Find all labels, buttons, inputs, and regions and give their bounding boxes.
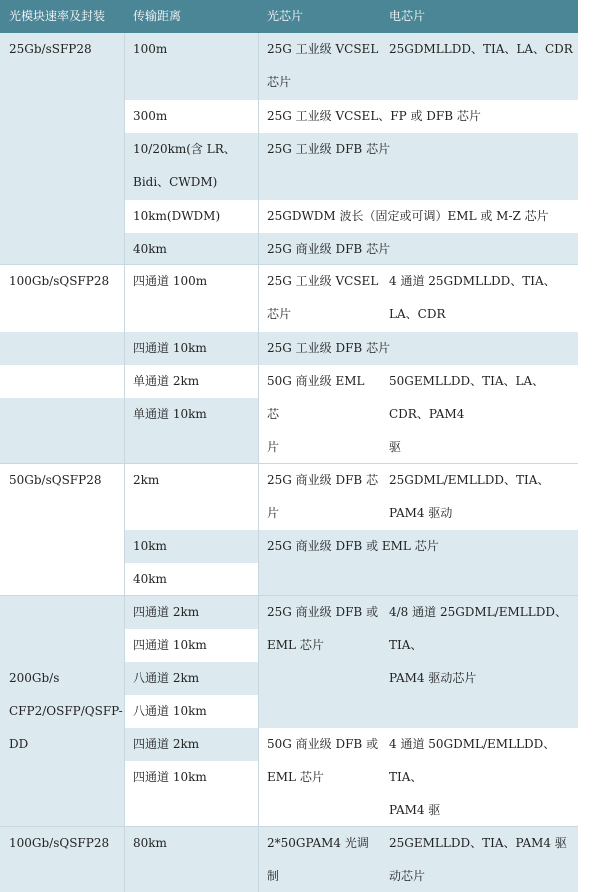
distance-cell: 四通道 2km xyxy=(124,728,258,761)
optical-chip-cell: 25G 工业级 VCSEL、FP 或 DFB 芯片 xyxy=(258,100,578,133)
row-divider xyxy=(0,264,578,265)
distance-cell: 四通道 2km xyxy=(124,596,258,629)
header-electrical: 电芯片 xyxy=(380,0,578,33)
distance-cell: 四通道 10km xyxy=(124,761,258,827)
electrical-chip-cell: 25GEMLLDD、TIA、PAM4 驱动芯片 xyxy=(380,827,578,892)
optical-chip-cell: 25GDWDM 波长（固定或可调）EML 或 M-Z 芯片 xyxy=(258,200,578,233)
distance-cell: 40km xyxy=(124,563,258,596)
rate-200g-label: 200Gb/s CFP2/OSFP/QSFP-DD xyxy=(9,671,123,751)
distance-cell: 10km xyxy=(124,530,258,563)
row-divider xyxy=(0,463,578,464)
distance-cell: 四通道 100m xyxy=(124,265,258,332)
header-optical: 光芯片 xyxy=(258,0,380,33)
optical-chip-cell: 25G 工业级 DFB 芯片 xyxy=(258,332,578,365)
rate-cell-empty xyxy=(0,365,124,398)
rate-cell-empty xyxy=(0,332,124,365)
distance-cell: 八通道 10km xyxy=(124,695,258,728)
distance-cell: 10km(DWDM) xyxy=(124,200,258,233)
header-rate: 光模块速率及封装 xyxy=(0,0,124,33)
column-divider xyxy=(258,33,259,892)
distance-cell: 四通道 10km xyxy=(124,629,258,662)
optical-chip-cell: 25G 工业级 VCSEL 芯片 xyxy=(258,265,380,332)
distance-cell: 单通道 2km xyxy=(124,365,258,398)
optical-chip-cell: 25G 工业级 DFB 芯片 xyxy=(258,133,578,200)
optical-chip-cell: 25G 商业级 DFB 或 EML 芯片 xyxy=(258,530,578,596)
optical-chip-cell: 25G 工业级 VCSEL 芯片 xyxy=(258,33,380,100)
rate-cell: 100Gb/sQSFP28 xyxy=(0,265,124,332)
optical-chip-cell: 25G 商业级 DFB 芯片 xyxy=(258,233,578,265)
distance-cell: 2km xyxy=(124,464,258,530)
electrical-chip-cell: 4 通道 50GDML/EMLLDD、TIA、 PAM4 驱 xyxy=(380,728,578,827)
electrical-chip-cell: 4/8 通道 25GDML/EMLLDD、TIA、 PAM4 驱动芯片 xyxy=(380,596,578,728)
distance-cell: 10/20km(含 LR、 Bidi、CWDM) xyxy=(124,133,258,200)
distance-cell: 300m xyxy=(124,100,258,133)
column-divider xyxy=(124,33,125,892)
distance-cell: 40km xyxy=(124,233,258,265)
row-divider xyxy=(0,595,578,596)
rate-cell: 25Gb/sSFP28 xyxy=(0,33,124,265)
rate-cell: 100Gb/sQSFP28 xyxy=(0,827,124,892)
electrical-chip-cell: 25GDMLLDD、TIA、LA、CDR xyxy=(380,33,578,100)
electrical-chip-cell: 4 通道 25GDMLLDD、TIA、LA、CDR xyxy=(380,265,578,332)
row-divider xyxy=(0,826,578,827)
optical-chip-cell: 25G 商业级 DFB 芯 片 xyxy=(258,464,380,530)
electrical-chip-cell: 25GDML/EMLLDD、TIA、PAM4 驱动 xyxy=(380,464,578,530)
rate-cell-empty xyxy=(0,398,124,464)
distance-cell: 八通道 2km xyxy=(124,662,258,695)
optical-chip-cell: 25G 商业级 DFB 或 EML 芯片 xyxy=(258,596,380,728)
optical-chip-cell: 2*50GPAM4 光调制 xyxy=(258,827,380,892)
distance-cell: 100m xyxy=(124,33,258,100)
distance-cell: 单通道 10km xyxy=(124,398,258,464)
optical-chip-cell: 50G 商业级 EML 芯 片 xyxy=(258,365,380,464)
rate-cell: 50Gb/sQSFP28 xyxy=(0,464,124,596)
optical-chip-cell: 50G 商业级 DFB 或 EML 芯片 xyxy=(258,728,380,827)
rate-cell xyxy=(0,596,124,827)
distance-cell: 80km xyxy=(124,827,258,892)
distance-cell: 四通道 10km xyxy=(124,332,258,365)
electrical-chip-cell: 50GEMLLDD、TIA、LA、CDR、PAM4 驱 xyxy=(380,365,578,464)
header-distance: 传输距离 xyxy=(124,0,258,33)
